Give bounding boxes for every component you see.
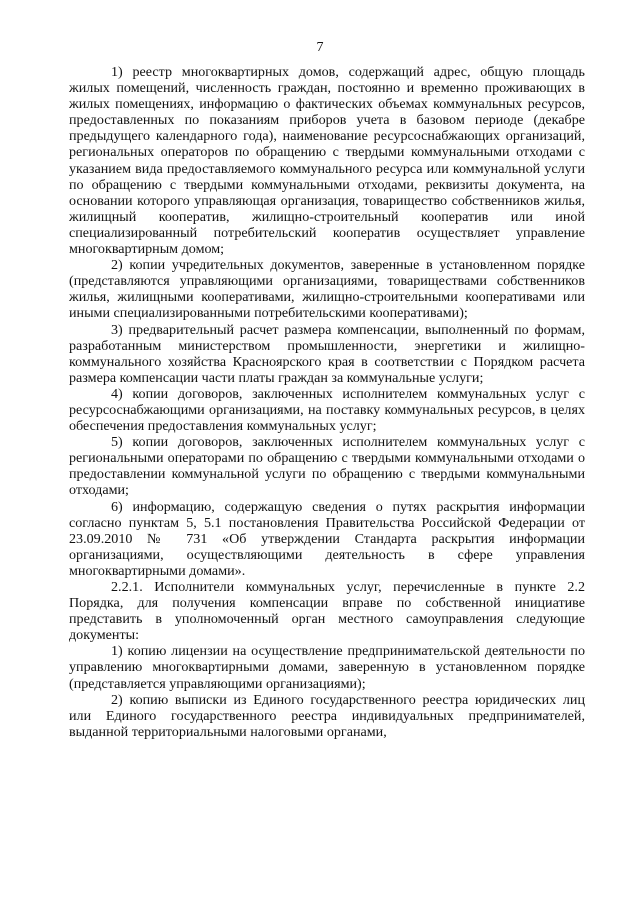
paragraph-item-5-waste-contracts: 5) копии договоров, заключенных исполнителем коммунальных услуг с региональными операторами по обращению с твердыми коммунальными отходами о предоставлении коммунальной услуги по обращению с твердыми коммунальными отходами; <box>69 434 585 499</box>
paragraph-item-1-license-copy: 1) копию лицензии на осуществление предпринимательской деятельности по управлению многоквартирными домами, заверенную в установленном порядке (представляется управляющими организациями); <box>69 643 585 692</box>
paragraph-item-2-founding-documents: 2) копии учредительных документов, заверенные в установленном порядке (представляются управляющими организациями, товариществами собственников жилья, жилищными кооперативами, жилищно-строительными кооперативами или иными специализированными потребительскими кооперативами); <box>69 257 585 322</box>
paragraph-item-6-disclosure-info: 6) информацию, содержащую сведения о путях раскрытия информации согласно пунктам 5, 5.1 постановления Правительства Российской Федерации от 23.09.2010 № 731 «Об утверждении Стандарта раскрытия информации организациями, осуществляющими деятельность в сфере управления многоквартирными домами». <box>69 498 585 579</box>
page-number: 7 <box>316 40 324 55</box>
paragraph-item-4-resource-contracts: 4) копии договоров, заключенных исполнителем коммунальных услуг с ресурсоснабжающими организациями, на поставку коммунальных ресурсов, в целях обеспечения предоставления коммунальных услуг; <box>69 385 585 435</box>
document-body <box>69 64 585 740</box>
paragraph-item-3-preliminary-calculation: 3) предварительный расчет размера компенсации, выполненный по формам, разработанным министерством промышленности, энергетики и жилищно-коммунального хозяйства Красноярского края в соответствии с Порядком расчета размера компенсации части платы граждан за коммунальные услуги; <box>69 321 585 386</box>
paragraph-item-2-registry-extract: 2) копию выписки из Единого государственного реестра юридических лиц или Единого государственного реестра индивидуальных предпринимателей, выданной территориальными налоговыми органами, <box>69 691 585 740</box>
paragraph-item-1-registry: 1) реестр многоквартирных домов, содержащий адрес, общую площадь жилых помещений, численность граждан, постоянно и временно проживающих в жилых помещениях, информацию о фактических объемах коммунальных ресурсов, предоставленных по показаниям приборов учета в базовом периоде (декабре предыдущего календарного года), наименование ресурсоснабжающих организаций, региональных операторов по обращению с твердыми коммунальными отходами с указанием вида предоставляемого коммунального ресурса или коммунальной услуги по обращению с твердыми коммунальными отходами, реквизиты документа, на основании которого управляющая организация, товарищество собственников жилья, жилищный кооператив, жилищно-строительный кооператив или иной специализированный потребительский кооператив осуществляет управление многоквартирным домом; <box>69 64 585 258</box>
paragraph-clause-2-2-1: 2.2.1. Исполнители коммунальных услуг, перечисленные в пункте 2.2 Порядка, для получения компенсации вправе по собственной инициативе представить в уполномоченный орган местного самоуправления следующие документы: <box>69 579 585 644</box>
